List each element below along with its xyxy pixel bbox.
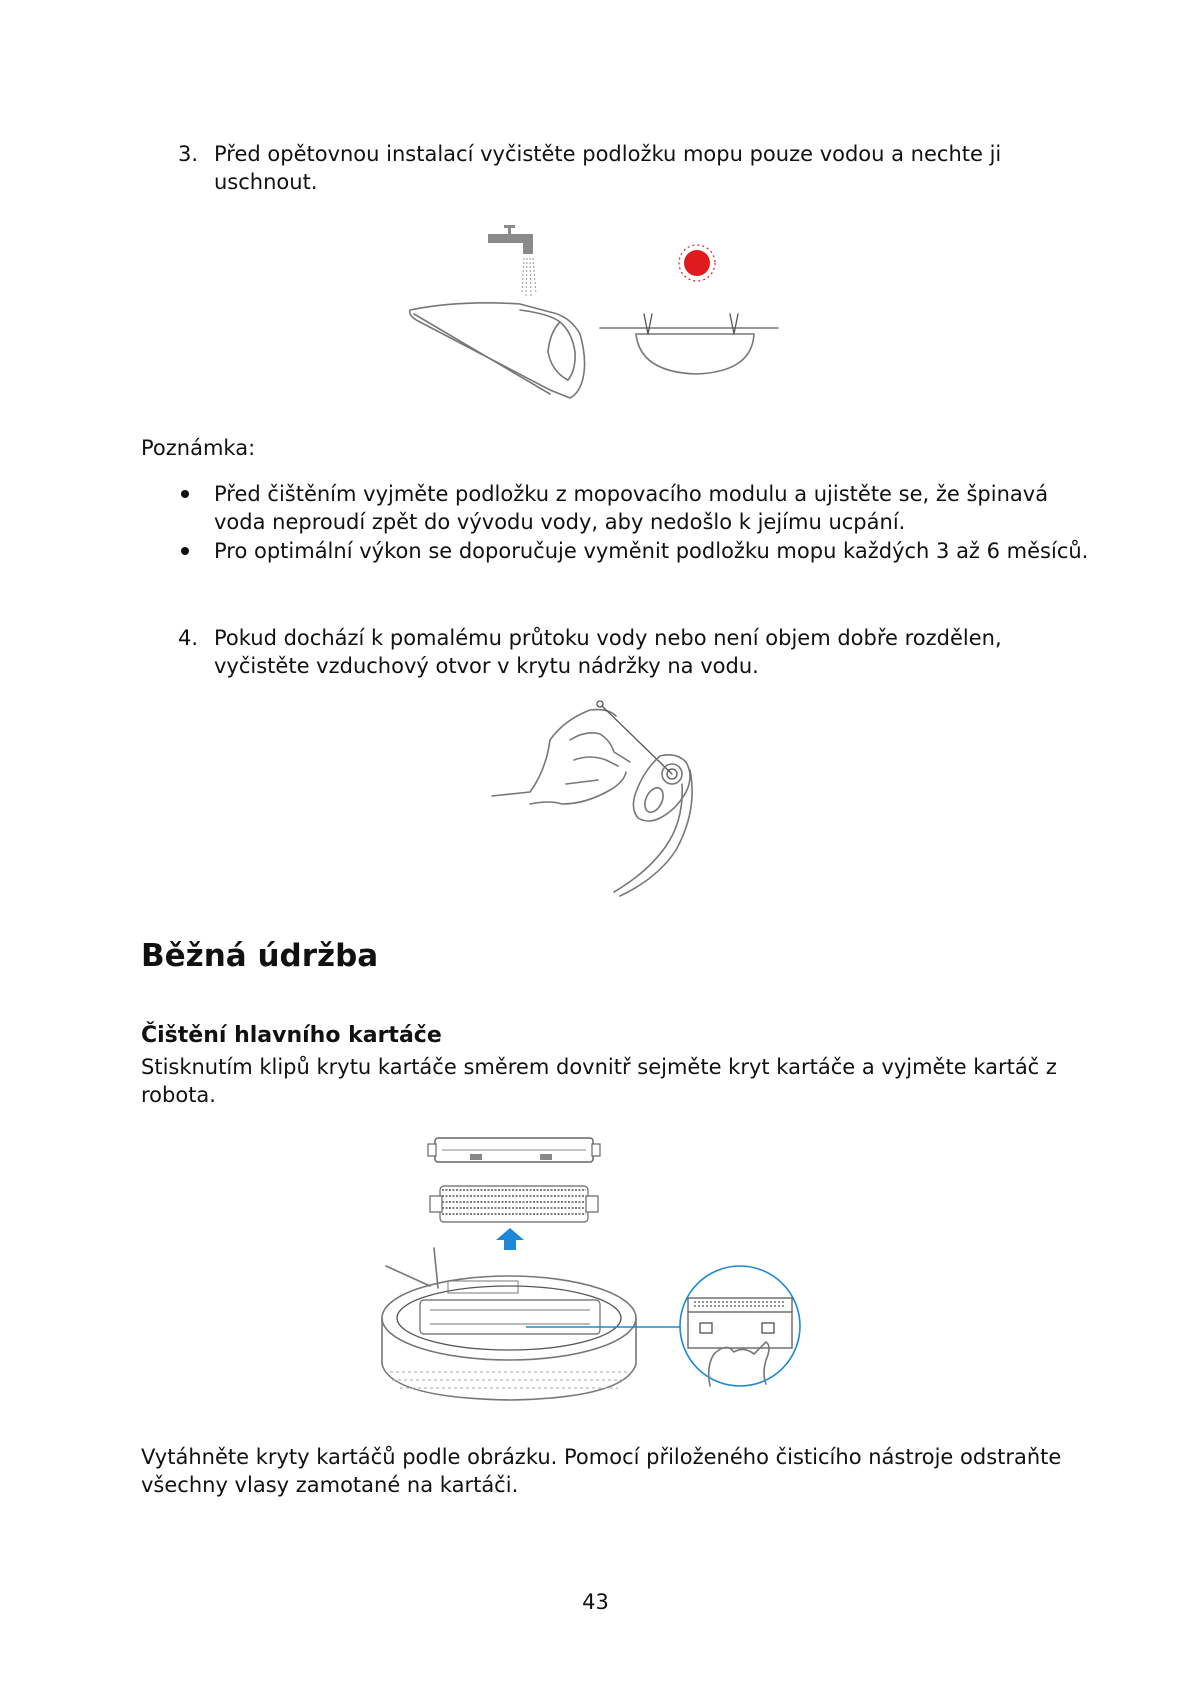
mop-pad-icon xyxy=(410,303,585,398)
mop-on-clothesline-icon xyxy=(600,314,778,374)
main-brush-removal-illustration xyxy=(370,1128,810,1408)
arrow-up-icon xyxy=(496,1228,524,1250)
sun-drying-icon xyxy=(679,245,715,281)
section-subtitle: Čištění hlavního kartáče xyxy=(141,1023,442,1048)
section-title: Běžná údržba xyxy=(141,938,379,974)
brush-cover-icon xyxy=(428,1138,600,1162)
section-paragraph-1-line1: Stisknutím klipů krytu kartáče směrem dovnitř sejměte kryt kartáče a vyjměte kartáč z xyxy=(141,1055,1057,1079)
main-brush-icon xyxy=(430,1186,598,1222)
bullet-dot xyxy=(181,490,189,498)
note-bullet-1-line1: Před čištěním vyjměte podložku z mopovacího modulu a ujistěte se, že špinavá xyxy=(214,482,1049,506)
hand-icon xyxy=(492,710,630,804)
bullet-dot xyxy=(181,547,189,555)
air-vent-cleaning-illustration xyxy=(490,700,710,900)
robot-vacuum-icon xyxy=(382,1248,686,1400)
water-tank-cover-icon xyxy=(614,755,692,896)
step-4-number: 4. xyxy=(178,626,199,650)
step-3-number: 3. xyxy=(178,142,199,166)
section-paragraph-1-line2: robota. xyxy=(141,1083,216,1107)
page-number: 43 xyxy=(582,1590,609,1614)
step-4-text-line2: vyčistěte vzduchový otvor v krytu nádržky na vodu. xyxy=(214,654,759,678)
section-paragraph-2-line1: Vytáhněte kryty kartáčů podle obrázku. Pomocí přiloženého čisticího nástroje odstraňte xyxy=(141,1445,1062,1469)
note-label: Poznámka: xyxy=(141,436,256,460)
note-bullet-2-line1: Pro optimální výkon se doporučuje vyměnit podložku mopu každých 3 až 6 měsíců. xyxy=(214,539,1089,563)
cleaning-tool-icon xyxy=(597,701,672,774)
brush-clip-detail-icon xyxy=(680,1266,800,1386)
section-paragraph-2-line2: všechny vlasy zamotané na kartáči. xyxy=(141,1473,519,1497)
note-bullet-1-line2: voda neproudí zpět do vývodu vody, aby nedošlo k jejímu ucpání. xyxy=(214,510,906,534)
step-3-text-line1: Před opětovnou instalací vyčistěte podložku mopu pouze vodou a nechte ji xyxy=(214,142,1002,166)
water-tap-icon xyxy=(488,225,536,296)
mop-pad-washing-illustration xyxy=(400,222,800,407)
step-3-text-line2: uschnout. xyxy=(214,170,318,194)
step-4-text-line1: Pokud dochází k pomalému průtoku vody nebo není objem dobře rozdělen, xyxy=(214,626,1002,650)
